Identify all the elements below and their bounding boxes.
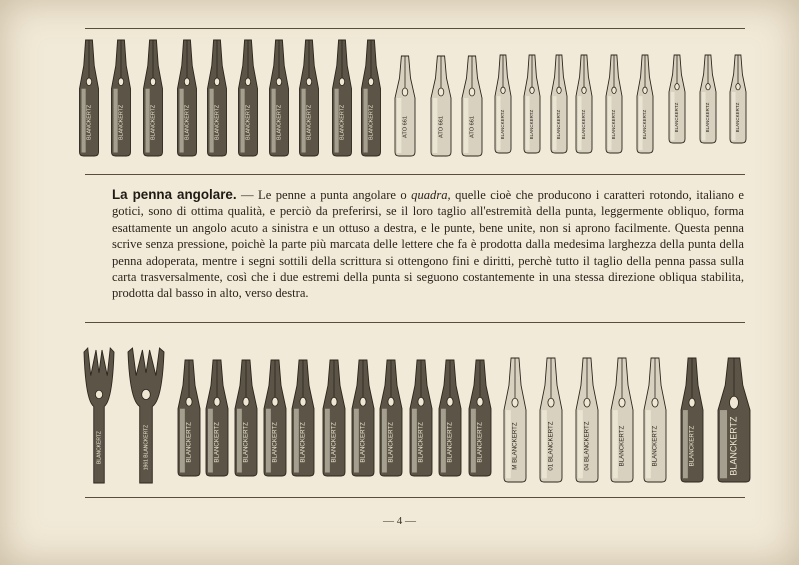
nib-imprint: BLANCKERTZ — [618, 425, 626, 467]
nib-imprint: BLANCKERTZ — [306, 104, 313, 140]
nib-imprint: BLANCKERTZ — [387, 422, 395, 463]
page-number: — 4 — — [383, 515, 416, 527]
nib-imprint: BLANCKERTZ — [705, 102, 711, 133]
nib-imprint: BLANCKERTZ — [330, 422, 338, 463]
pen-nib — [292, 360, 314, 476]
pen-nib — [540, 358, 562, 482]
paragraph-italic-word: quadra, — [411, 188, 451, 202]
nib-imprint: BLANCKERTZ — [651, 425, 659, 467]
pen-nib-fork — [84, 348, 114, 483]
nib-imprint: BLANCKERTZ — [581, 109, 587, 140]
nib-imprint: BLANCKERTZ — [688, 425, 696, 467]
heading-dash: — — [236, 188, 259, 202]
nib-imprint: ATO 661 — [438, 116, 445, 138]
nib-imprint: BLANCKERTZ — [611, 109, 617, 140]
nib-imprint: BLANCKERTZ — [529, 109, 535, 140]
paragraph-text-1: Le penne a punta angolare o — [258, 188, 412, 202]
pen-nib — [504, 358, 526, 482]
pen-nib — [264, 360, 286, 476]
nib-imprint: BLANCKERTZ — [735, 102, 741, 133]
nib-imprint: M BLANCKERTZ — [511, 422, 519, 470]
nib-imprint: BLANCKERTZ — [674, 102, 680, 133]
nib-imprint: BLANCKERTZ — [359, 422, 367, 463]
pen-nib — [323, 360, 345, 476]
nib-imprint: BLANCKERTZ — [728, 416, 739, 476]
pen-nib — [681, 358, 703, 482]
nib-imprint: BLANCKERTZ — [476, 422, 484, 463]
nib-imprint: BLANCKERTZ — [500, 109, 506, 140]
pen-nib-fork — [128, 348, 164, 483]
nib-imprint: BLANCKERTZ — [96, 431, 103, 464]
pen-nib — [611, 358, 633, 482]
pen-nib — [439, 360, 461, 476]
pen-nib — [410, 360, 432, 476]
nib-imprint: 1961 BLANCKERTZ — [143, 424, 150, 471]
nib-imprint: BLANCKERTZ — [556, 109, 562, 140]
nib-imprint: BLANCKERTZ — [339, 104, 346, 140]
nib-imprint: BLANCKERTZ — [213, 422, 221, 463]
pen-nib — [644, 358, 666, 482]
nib-imprint: BLANCKERTZ — [86, 104, 93, 140]
nib-imprint: BLANCKERTZ — [150, 104, 157, 140]
nib-imprint: BLANCKERTZ — [642, 109, 648, 140]
nib-imprint: 01 BLANCKERTZ — [547, 421, 555, 471]
nib-imprint: BLANCKERTZ — [276, 104, 283, 140]
nib-imprint: BLANCKERTZ — [245, 104, 252, 140]
paragraph-text-2: quelle cioè che producono i caratteri rotondo, italiano e gotici, sono di ottima qualità, e perciò da preferirsi, se il loro taglio all'estremità della punta, leggermente obliquo, forma esattamente un angolo acuto a sinistra e un ottuso a destra, e le punte, bene unite, non si aprono facilmente. Questa penna scrive senza pressione, poichè la parte più marcata delle lettere che fa è prodotta dalla medesima larghezza della punta della penna adoperata, mentre i segni sottili della scrittura si ottengono fini e diritti, perchè tutto il taglio della penna passa sulla carta trasversalmente, così che i due estremi della punta si seguono costantemente in una stessa direzione obliqua stabilita, prodotta dal basso in alto, verso destra. — [112, 188, 744, 301]
nib-imprint: BLANCKERTZ — [299, 422, 307, 463]
nib-imprint: BLANCKERTZ — [118, 104, 125, 140]
nib-imprint: BLANCKERTZ — [417, 422, 425, 463]
pen-nib — [178, 360, 200, 476]
pen-nib — [576, 358, 598, 482]
nib-imprint: BLANCKERTZ — [214, 104, 221, 140]
pen-nib — [718, 358, 750, 482]
pen-nib — [352, 360, 374, 476]
bottom-rule — [85, 497, 745, 498]
nib-imprint: 04 BLANCKERTZ — [583, 421, 591, 471]
nib-imprint: BLANCKERTZ — [242, 422, 250, 463]
pen-nib — [206, 360, 228, 476]
pen-nib — [380, 360, 402, 476]
pen-nib — [235, 360, 257, 476]
nib-imprint: BLANCKERTZ — [185, 422, 193, 463]
paragraph-heading: La penna angolare. — [112, 187, 237, 202]
nib-imprint: BLANCKERTZ — [271, 422, 279, 463]
nib-imprint: BLANCKERTZ — [368, 104, 375, 140]
nib-imprint: ATO 661 — [402, 116, 409, 138]
nib-imprint: BLANCKERTZ — [184, 104, 191, 140]
pen-nib — [469, 360, 491, 476]
nib-imprint: ATO 661 — [469, 116, 476, 138]
nib-imprint: BLANCKERTZ — [446, 422, 454, 463]
